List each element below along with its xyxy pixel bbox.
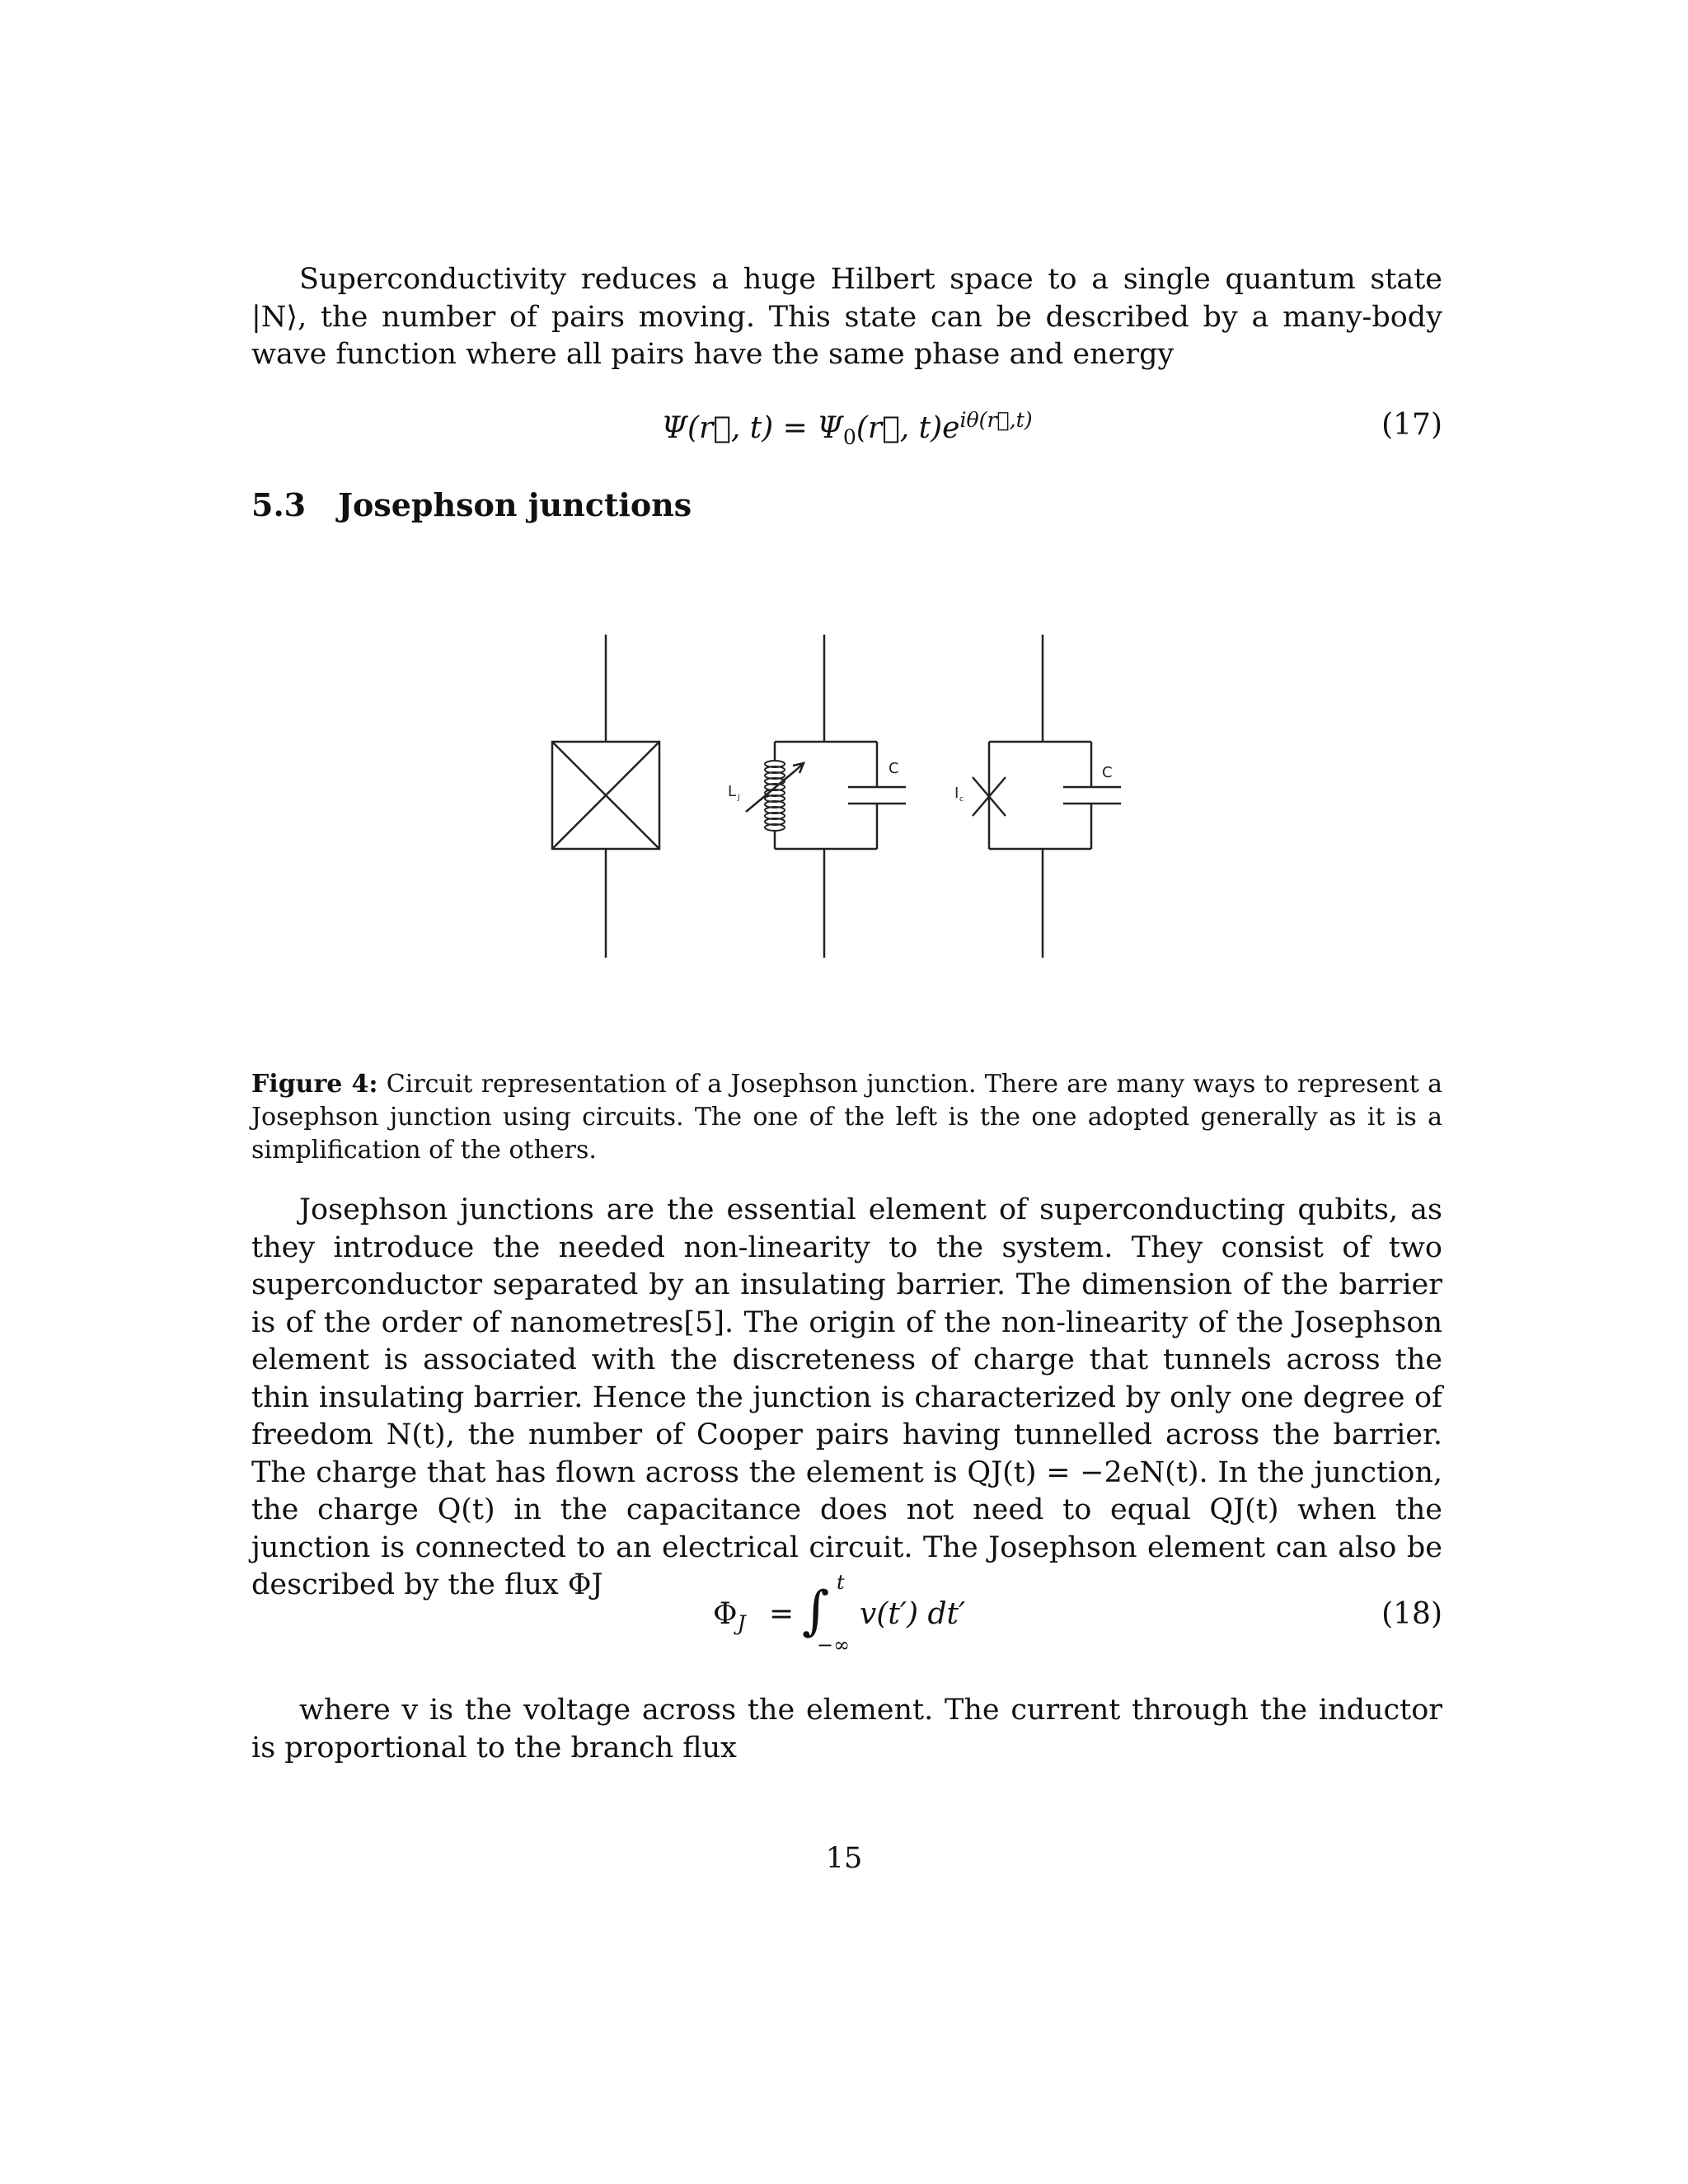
page-number: 15	[825, 1842, 863, 1875]
integral-sign: ∫	[802, 1581, 830, 1642]
label-ic-sub: c	[959, 795, 964, 804]
main-paragraph: Josephson junctions are the essential element of superconducting qubits, as they introduce the needed non-linearity to the system. They consist of two superconductor separated by an insulating barrier. The dimension of the barrier is of the order of nanometres[5]. The origin of the non-linearity of the Josephson element is associated with the discreteness of charge that tunnels across the thin insulating barrier. Hence the junction is characterized by only one degree of freedom N(t), the number of Cooper pairs having tunnelled across the barrier. The charge that has flown across the element is QJ(t) = −2eN(t). In the junction, the charge Q(t) in the capacitance does not need to equal QJ(t) when the junction is connected to an electrical circuit. The Josephson element can also be described by the flux ΦJ	[251, 1193, 1442, 1601]
equation-17-body: Ψ(r⃗, $t) = \Psi_0(r⃗$, $t)e^{i\theta(r⃗,t)}$	[661, 408, 1033, 450]
section-number: 5.3	[251, 486, 307, 523]
equation-18-body: $\Phi_J$ = ∫ t −∞ v(t′) dt′	[713, 1571, 966, 1657]
caption-text: Circuit representation of a Josephson junction. There are many ways to represent a Josephson junction using circuits. The one of the left is the one adopted generally as it is a simplification of the others.	[251, 1070, 1442, 1165]
lc-circuit	[746, 635, 906, 958]
intro-paragraph: Superconductivity reduces a huge Hilbert space to a single quantum state |N⟩, the number of pairs moving. This state can be described by a many-body wave function where all pairs have the same phase and energy	[251, 263, 1442, 371]
label-lj: L	[728, 783, 737, 800]
label-ic: I	[954, 785, 959, 802]
label-lj-sub: J	[738, 794, 740, 802]
figure-caption	[251, 1068, 1442, 1167]
figure-4-circuits	[0, 0, 1688, 1038]
inductor-coil	[765, 761, 785, 831]
caption-label: Figure 4:	[251, 1070, 378, 1099]
label-c-middle: C	[889, 760, 899, 777]
jj-symbol-boxed-x	[552, 635, 659, 958]
equation-18-number: (18)	[1381, 1597, 1442, 1631]
equation-18	[251, 1571, 1442, 1665]
label-c-right: C	[1102, 764, 1113, 781]
after-paragraph: where v is the voltage across the element. The current through the inductor is proportional to the branch flux	[251, 1694, 1442, 1765]
section-title: Josephson junctions	[338, 486, 692, 523]
equation-17-number: (17)	[1381, 408, 1442, 442]
variable-arrow	[746, 763, 804, 812]
ic-c-circuit	[973, 635, 1121, 958]
